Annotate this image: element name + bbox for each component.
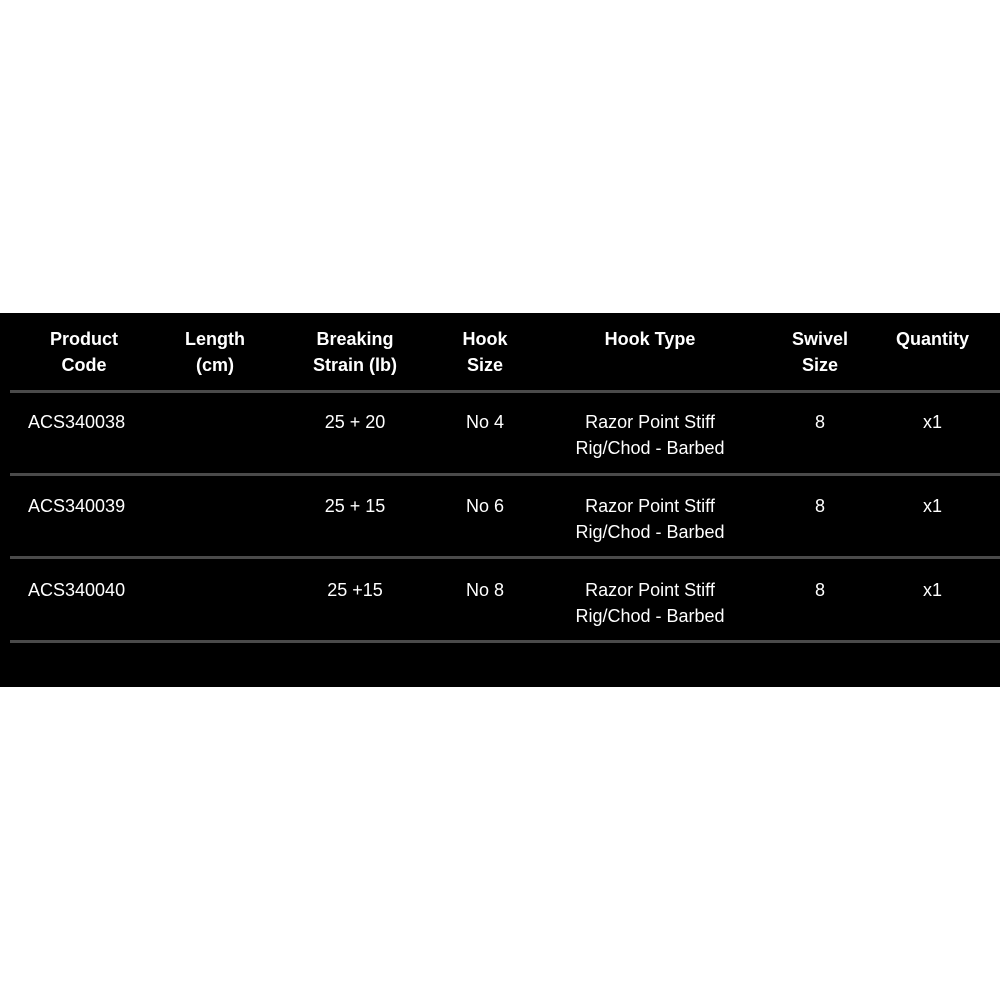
header-quantity: Quantity bbox=[895, 329, 969, 349]
cell-swivel-size: 8 bbox=[814, 580, 825, 600]
table-row bbox=[0, 477, 1000, 557]
cell-product-code: ACS340039 bbox=[28, 496, 126, 516]
table-header bbox=[0, 313, 1000, 390]
cell-breaking-strain: 25 + 15 bbox=[324, 496, 386, 516]
header-hook-type: Hook Type bbox=[604, 329, 696, 349]
cell-swivel-size: 8 bbox=[814, 496, 825, 516]
cell-hook-size: No 6 bbox=[465, 496, 505, 516]
header-product-code: Product Code bbox=[49, 329, 118, 375]
cell-hook-type: Razor Point Stiff Rig/Chod - Barbed bbox=[575, 496, 725, 542]
cell-product-code: ACS340040 bbox=[28, 580, 126, 600]
cell-breaking-strain: 25 +15 bbox=[327, 580, 383, 600]
divider bbox=[10, 473, 1000, 476]
divider bbox=[10, 556, 1000, 559]
table-row bbox=[0, 393, 1000, 473]
cell-swivel-size: 8 bbox=[814, 412, 825, 432]
cell-hook-type: Razor Point Stiff Rig/Chod - Barbed bbox=[575, 412, 725, 458]
cell-quantity: x1 bbox=[922, 412, 942, 432]
cell-hook-type: Razor Point Stiff Rig/Chod - Barbed bbox=[575, 580, 725, 626]
divider bbox=[10, 640, 1000, 643]
cell-breaking-strain: 25 + 20 bbox=[324, 412, 386, 432]
cell-hook-size: No 8 bbox=[465, 580, 505, 600]
header-swivel-size: Swivel Size bbox=[791, 329, 849, 375]
spec-table bbox=[0, 313, 1000, 687]
table-row bbox=[0, 561, 1000, 641]
cell-quantity: x1 bbox=[922, 580, 942, 600]
header-breaking-strain: Breaking Strain (lb) bbox=[313, 329, 397, 375]
cell-product-code: ACS340038 bbox=[28, 412, 126, 432]
cell-quantity: x1 bbox=[922, 496, 942, 516]
header-hook-size: Hook Size bbox=[462, 329, 508, 375]
header-length: Length (cm) bbox=[185, 329, 245, 375]
cell-hook-size: No 4 bbox=[465, 412, 505, 432]
